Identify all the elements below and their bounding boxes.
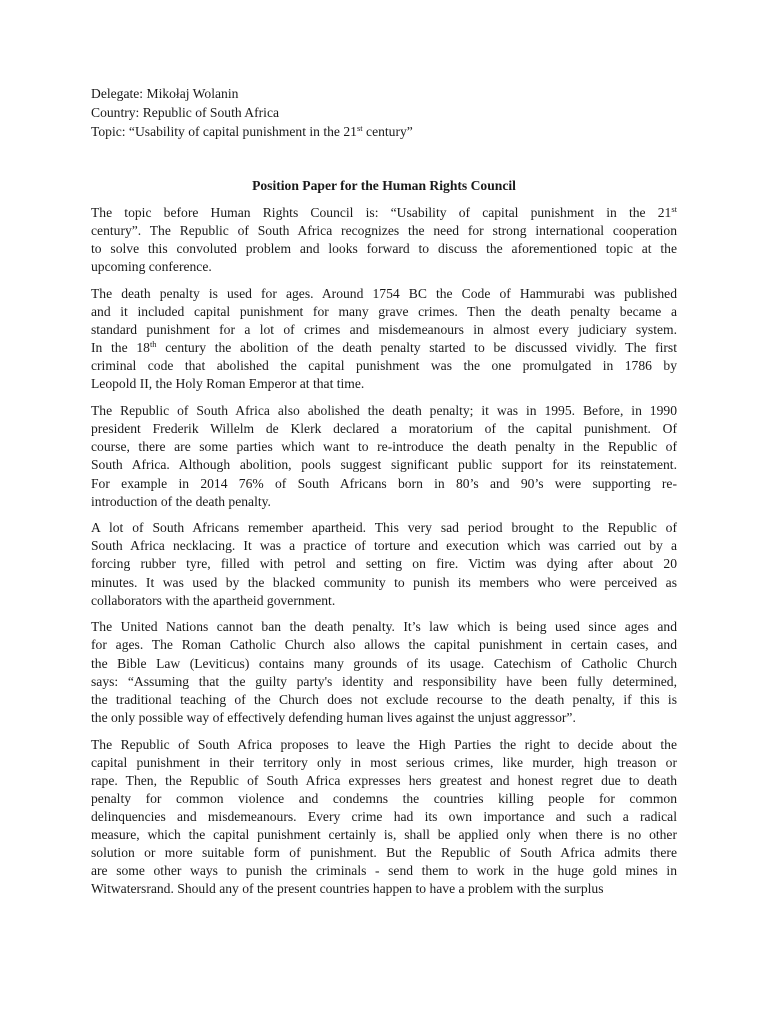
topic-text: Topic: “Usability of capital punishment in the 21	[91, 124, 357, 139]
text-line: delinquencies and misdemeanours. Every crime had its own importance and such a radical	[91, 808, 677, 824]
text-line: introduction of the death penalty.	[91, 493, 271, 509]
text-line: In the 18th century the abolition of the death penalty started to be discussed vividly. The first	[91, 339, 678, 356]
document-title: Position Paper for the Human Rights Council	[252, 178, 516, 193]
text-line: the traditional teaching of the Church does not exclude recourse to the death penalty, if this is	[91, 691, 677, 707]
text-line: criminal code that abolished the capital punishment was the one promulgated in 1786 by	[91, 358, 677, 374]
text-line: South Africa necklacing. It was a practice of torture and execution which was carried out by a	[91, 538, 677, 554]
text-line: century”. The Republic of South Africa recognizes the need for strong international cooperation	[91, 223, 677, 239]
text-line: The topic before Human Rights Council is: “Usability of capital punishment in the 21st	[91, 204, 677, 220]
document-body	[91, 204, 677, 907]
text-line: For example in 2014 76% of South Africans born in 80’s and 90’s were supporting re-	[91, 475, 677, 491]
text-line: standard punishment for a lot of crimes and misdemeanours in almost every judiciary system.	[91, 322, 677, 338]
text-line: president Frederik Willelm de Klerk declared a moratorium of the capital punishment. Of	[91, 421, 677, 437]
text-line: The death penalty is used for ages. Around 1754 BC the Code of Hammurabi was published	[91, 285, 677, 301]
topic-text-end: century”	[362, 124, 413, 139]
paragraph	[91, 402, 677, 511]
text-line: to solve this convoluted problem and looks forward to discuss the aforementioned topic at the	[91, 241, 677, 257]
text-line: minutes. It was used by the blacked community to punish its members who were perceived as	[91, 574, 677, 590]
topic-superscript: st	[356, 123, 363, 133]
text-line: A lot of South Africans remember apartheid. This very sad period brought to the Republic of	[91, 520, 677, 536]
text-line: the only possible way of effectively defending human lives against the unjust aggressor”.	[91, 709, 576, 725]
text-line: for ages. The Roman Catholic Church also allows the capital punishment in certain cases, and	[91, 637, 677, 653]
country-line: Country: Republic of South Africa	[91, 105, 280, 120]
delegate-header	[91, 84, 413, 141]
paragraph	[91, 285, 677, 394]
text-line: forcing rubber tyre, filled with petrol and setting on fire. Victim was dying after about 20	[91, 556, 677, 572]
text-line: are some other ways to punish the criminals - send them to work in the huge gold mines in	[91, 863, 677, 879]
text-line: The Republic of South Africa also abolished the death penalty; it was in 1995. Before, in 1990	[91, 403, 677, 419]
text-line: and it included capital punishment for many grave crimes. Then the death penalty became a	[91, 304, 677, 320]
text-line: solution or more suitable form of punishment. But the Republic of South Africa admits there	[91, 845, 677, 861]
paragraph	[91, 204, 677, 276]
text-line: says: “Assuming that the guilty party's identity and responsibility have been fully determined,	[91, 673, 677, 689]
text-line: course, there are some parties which want to re-introduce the death penalty in the Republic of	[91, 439, 677, 455]
text-line: Witwatersrand. Should any of the present countries happen to have a problem with the surplus	[91, 881, 604, 897]
text-line: the Bible Law (Leviticus) contains many grounds of its usage. Catechism of Catholic Church	[91, 655, 677, 671]
text-line: rape. Then, the Republic of South Africa expresses hers greatest and honest regret due to death	[91, 772, 677, 788]
text-line: penalty for common violence and condemns the countries killing people for common	[91, 790, 677, 806]
text-line: The United Nations cannot ban the death penalty. It’s law which is being used since ages and	[91, 619, 677, 635]
text-line: South Africa. Although abolition, pools suggest significant public support for its reinstatement.	[91, 457, 677, 473]
delegate-line: Delegate: Mikołaj Wolanin	[91, 86, 239, 101]
text-line: Leopold II, the Holy Roman Emperor at that time.	[91, 376, 365, 392]
text-line: upcoming conference.	[91, 259, 212, 275]
text-line: The Republic of South Africa proposes to leave the High Parties the right to decide about the	[91, 736, 677, 752]
text-line: capital punishment in their territory only in most serious crimes, like murder, high treason or	[91, 754, 677, 770]
paragraph	[91, 736, 677, 899]
text-line: measure, which the capital punishment certainly is, shall be applied only when there is no other	[91, 826, 677, 842]
paragraph	[91, 618, 677, 727]
paragraph	[91, 519, 677, 609]
text-line: collaborators with the apartheid government.	[91, 592, 336, 608]
topic-line	[91, 122, 413, 141]
